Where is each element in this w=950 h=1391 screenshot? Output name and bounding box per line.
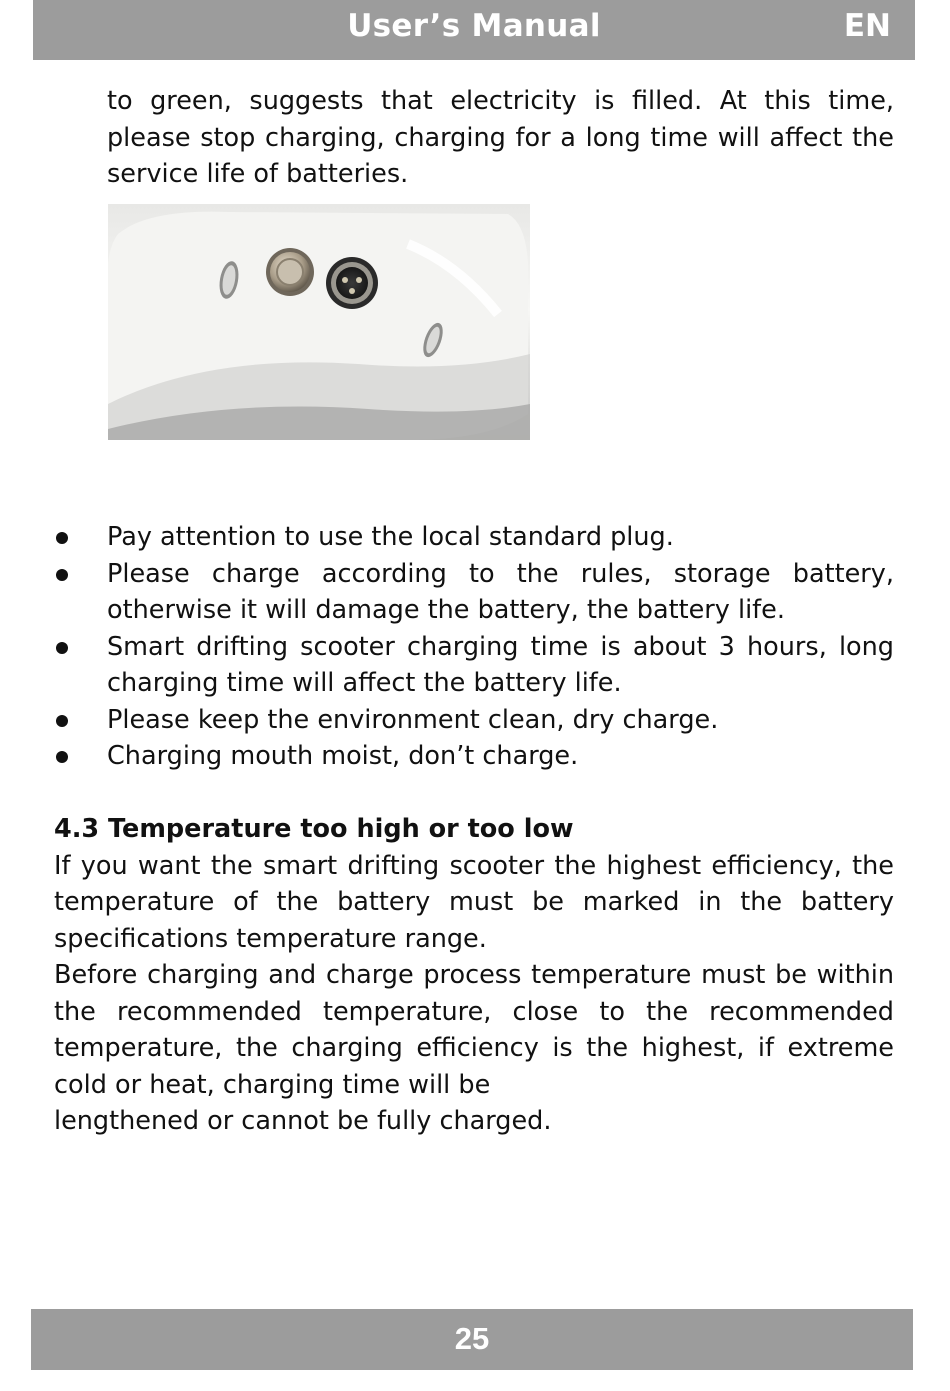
page-header: [33, 0, 915, 60]
bullet-text: Charging mouth moist, don’t charge.: [107, 741, 579, 771]
temperature-section: [54, 811, 894, 1140]
bullet-icon: [56, 751, 68, 763]
manual-title: User’s Manual: [347, 8, 601, 44]
bullet-text: Please charge according to the rules, storage battery, otherwise it will damage the battery, the battery life.: [107, 558, 894, 625]
section-heading: 4.3 Temperature too high or too low: [54, 814, 574, 844]
temperature-paragraph-2-end: lengthened or cannot be fully charged.: [54, 1106, 552, 1136]
bullet-icon: [56, 715, 68, 727]
bullet-icon: [56, 642, 68, 654]
bullet-icon: [56, 532, 68, 544]
bullet-text: Smart drifting scooter charging time is about 3 hours, long charging time will affect the battery life.: [107, 631, 894, 698]
page-footer: [31, 1309, 913, 1370]
list-item: [54, 738, 894, 775]
list-item: [54, 629, 894, 702]
temperature-paragraph-1: If you want the smart drifting scooter the highest efficiency, the temperature of the battery must be marked in the battery specifications temperature range.: [54, 850, 894, 954]
temperature-paragraph-2: Before charging and charge process temperature must be within the recommended temperature, close to the recommended temperature, the charging efficiency is the highest, if extreme cold or heat, charging time will be: [54, 960, 894, 1100]
list-item: [54, 556, 894, 629]
list-item: [54, 702, 894, 739]
charging-port-photo: [108, 204, 530, 440]
bullet-text: Pay attention to use the local standard plug.: [107, 522, 674, 552]
bullet-icon: [56, 569, 68, 581]
page-number: 25: [454, 1321, 490, 1356]
list-item: [54, 519, 894, 556]
bullet-text: Please keep the environment clean, dry charge.: [107, 704, 719, 735]
charging-tips-list: [54, 519, 894, 775]
language-code: EN: [843, 8, 891, 44]
intro-paragraph: to green, suggests that electricity is filled. At this time, please stop charging, charging for a long time will affect the service life of batteries.: [107, 86, 894, 189]
